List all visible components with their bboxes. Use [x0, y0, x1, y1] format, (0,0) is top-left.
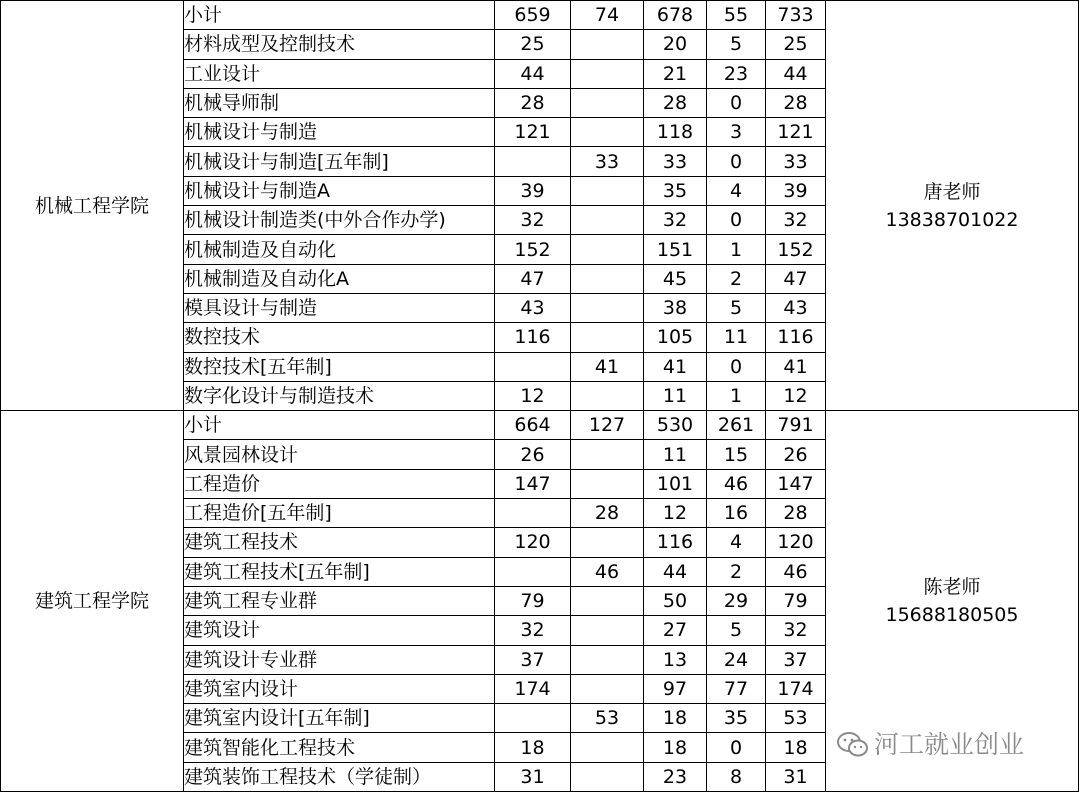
major-name-cell: 建筑室内设计: [184, 674, 495, 703]
count-d-cell: 0: [707, 88, 766, 117]
count-total-cell: 26: [766, 440, 826, 469]
count-b-cell: [571, 264, 644, 293]
count-a-cell: 28: [495, 88, 571, 117]
count-b-cell: 127: [571, 411, 644, 440]
count-total-cell: 12: [766, 381, 826, 410]
major-name-cell: 工程造价: [184, 469, 495, 498]
count-total-cell: 18: [766, 733, 826, 762]
major-name-cell: 工程造价[五年制]: [184, 499, 495, 528]
count-d-cell: 15: [707, 440, 766, 469]
count-b-cell: [571, 674, 644, 703]
major-name-cell: 数字化设计与制造技术: [184, 381, 495, 410]
count-total-cell: 121: [766, 118, 826, 147]
count-a-cell: [495, 147, 571, 176]
count-b-cell: 28: [571, 499, 644, 528]
count-d-cell: 1: [707, 381, 766, 410]
major-name-cell: 小计: [184, 411, 495, 440]
count-a-cell: 120: [495, 528, 571, 557]
count-b-cell: [571, 206, 644, 235]
count-total-cell: 147: [766, 469, 826, 498]
count-c-cell: 18: [644, 704, 707, 733]
contact-name: 陈老师: [923, 576, 981, 599]
count-a-cell: 32: [495, 616, 571, 645]
count-d-cell: 261: [707, 411, 766, 440]
count-total-cell: 33: [766, 147, 826, 176]
count-b-cell: [571, 293, 644, 322]
count-d-cell: 5: [707, 30, 766, 59]
major-name-cell: 机械导师制: [184, 88, 495, 117]
count-d-cell: 4: [707, 176, 766, 205]
count-a-cell: 43: [495, 293, 571, 322]
major-name-cell: 建筑工程技术[五年制]: [184, 557, 495, 586]
major-name-cell: 建筑设计专业群: [184, 645, 495, 674]
count-a-cell: 31: [495, 762, 571, 791]
count-a-cell: 147: [495, 469, 571, 498]
count-a-cell: 664: [495, 411, 571, 440]
major-name-cell: 建筑智能化工程技术: [184, 733, 495, 762]
count-d-cell: 29: [707, 586, 766, 615]
count-c-cell: 11: [644, 440, 707, 469]
count-b-cell: [571, 586, 644, 615]
college-name: 建筑工程学院: [1, 411, 184, 792]
count-a-cell: 116: [495, 323, 571, 352]
major-name-cell: 建筑装饰工程技术（学徒制）: [184, 762, 495, 791]
count-a-cell: [495, 557, 571, 586]
major-name-cell: 风景园林设计: [184, 440, 495, 469]
table-row: [1, 1, 1079, 30]
major-name-cell: 机械制造及自动化A: [184, 264, 495, 293]
major-name-cell: 数控技术[五年制]: [184, 352, 495, 381]
count-c-cell: 20: [644, 30, 707, 59]
count-total-cell: 32: [766, 616, 826, 645]
count-total-cell: 28: [766, 499, 826, 528]
count-b-cell: [571, 176, 644, 205]
count-d-cell: 1: [707, 235, 766, 264]
count-b-cell: [571, 528, 644, 557]
count-total-cell: 152: [766, 235, 826, 264]
count-a-cell: 37: [495, 645, 571, 674]
count-c-cell: 45: [644, 264, 707, 293]
count-c-cell: 44: [644, 557, 707, 586]
count-total-cell: 46: [766, 557, 826, 586]
count-d-cell: 0: [707, 352, 766, 381]
major-name-cell: 材料成型及控制技术: [184, 30, 495, 59]
major-name-cell: 模具设计与制造: [184, 293, 495, 322]
count-total-cell: 116: [766, 323, 826, 352]
wechat-icon: [836, 730, 870, 760]
count-b-cell: [571, 762, 644, 791]
contact-phone: 13838701022: [885, 208, 1019, 231]
count-b-cell: [571, 88, 644, 117]
table-row: [1, 411, 1079, 440]
count-a-cell: 12: [495, 381, 571, 410]
count-d-cell: 0: [707, 733, 766, 762]
count-a-cell: 25: [495, 30, 571, 59]
count-b-cell: 74: [571, 1, 644, 30]
count-c-cell: 105: [644, 323, 707, 352]
count-total-cell: 53: [766, 704, 826, 733]
count-total-cell: 43: [766, 293, 826, 322]
contact-phone: 15688180505: [885, 604, 1019, 627]
count-d-cell: 55: [707, 1, 766, 30]
count-total-cell: 791: [766, 411, 826, 440]
major-name-cell: 机械设计与制造A: [184, 176, 495, 205]
major-name-cell: 小计: [184, 1, 495, 30]
count-a-cell: [495, 352, 571, 381]
count-d-cell: 3: [707, 118, 766, 147]
count-total-cell: 174: [766, 674, 826, 703]
count-b-cell: 53: [571, 704, 644, 733]
count-a-cell: [495, 499, 571, 528]
count-b-cell: [571, 469, 644, 498]
count-b-cell: [571, 616, 644, 645]
count-b-cell: [571, 323, 644, 352]
count-total-cell: 31: [766, 762, 826, 791]
major-name-cell: 建筑室内设计[五年制]: [184, 704, 495, 733]
major-name-cell: 数控技术: [184, 323, 495, 352]
count-a-cell: 32: [495, 206, 571, 235]
count-b-cell: [571, 645, 644, 674]
count-c-cell: 23: [644, 762, 707, 791]
major-name-cell: 机械设计与制造[五年制]: [184, 147, 495, 176]
count-total-cell: 39: [766, 176, 826, 205]
count-b-cell: 41: [571, 352, 644, 381]
count-b-cell: [571, 59, 644, 88]
count-total-cell: 733: [766, 1, 826, 30]
count-b-cell: [571, 733, 644, 762]
count-total-cell: 25: [766, 30, 826, 59]
count-d-cell: 11: [707, 323, 766, 352]
count-total-cell: 47: [766, 264, 826, 293]
count-b-cell: [571, 381, 644, 410]
count-a-cell: 79: [495, 586, 571, 615]
count-b-cell: [571, 30, 644, 59]
count-c-cell: 32: [644, 206, 707, 235]
watermark: [836, 728, 1024, 762]
count-c-cell: 27: [644, 616, 707, 645]
count-total-cell: 32: [766, 206, 826, 235]
count-a-cell: 26: [495, 440, 571, 469]
watermark-text: 河工就业创业: [874, 730, 1025, 759]
count-d-cell: 0: [707, 147, 766, 176]
count-a-cell: 47: [495, 264, 571, 293]
count-total-cell: 120: [766, 528, 826, 557]
college-name: 机械工程学院: [1, 1, 184, 411]
count-c-cell: 18: [644, 733, 707, 762]
count-b-cell: 46: [571, 557, 644, 586]
count-d-cell: 24: [707, 645, 766, 674]
count-d-cell: 5: [707, 616, 766, 645]
count-c-cell: 41: [644, 352, 707, 381]
count-c-cell: 678: [644, 1, 707, 30]
count-d-cell: 46: [707, 469, 766, 498]
count-c-cell: 97: [644, 674, 707, 703]
count-total-cell: 79: [766, 586, 826, 615]
major-name-cell: 建筑设计: [184, 616, 495, 645]
table-body: [1, 1, 1079, 792]
count-a-cell: 121: [495, 118, 571, 147]
count-total-cell: 44: [766, 59, 826, 88]
count-d-cell: 35: [707, 704, 766, 733]
count-c-cell: 28: [644, 88, 707, 117]
count-a-cell: 39: [495, 176, 571, 205]
major-name-cell: 机械设计与制造: [184, 118, 495, 147]
count-b-cell: [571, 235, 644, 264]
count-a-cell: [495, 704, 571, 733]
major-name-cell: 工业设计: [184, 59, 495, 88]
contact-cell: [826, 1, 1079, 411]
major-name-cell: 建筑工程技术: [184, 528, 495, 557]
count-c-cell: 33: [644, 147, 707, 176]
count-c-cell: 13: [644, 645, 707, 674]
count-c-cell: 38: [644, 293, 707, 322]
count-d-cell: 8: [707, 762, 766, 791]
count-a-cell: 18: [495, 733, 571, 762]
count-b-cell: [571, 440, 644, 469]
count-c-cell: 116: [644, 528, 707, 557]
count-total-cell: 41: [766, 352, 826, 381]
count-c-cell: 151: [644, 235, 707, 264]
count-b-cell: [571, 118, 644, 147]
count-c-cell: 101: [644, 469, 707, 498]
count-a-cell: 44: [495, 59, 571, 88]
count-c-cell: 118: [644, 118, 707, 147]
count-total-cell: 28: [766, 88, 826, 117]
count-c-cell: 21: [644, 59, 707, 88]
count-c-cell: 12: [644, 499, 707, 528]
count-c-cell: 11: [644, 381, 707, 410]
count-a-cell: 174: [495, 674, 571, 703]
count-c-cell: 35: [644, 176, 707, 205]
count-d-cell: 4: [707, 528, 766, 557]
contact-name: 唐老师: [923, 180, 981, 203]
count-d-cell: 23: [707, 59, 766, 88]
count-d-cell: 2: [707, 264, 766, 293]
major-name-cell: 建筑工程专业群: [184, 586, 495, 615]
count-d-cell: 77: [707, 674, 766, 703]
major-name-cell: 机械制造及自动化: [184, 235, 495, 264]
count-total-cell: 37: [766, 645, 826, 674]
count-d-cell: 0: [707, 206, 766, 235]
count-a-cell: 152: [495, 235, 571, 264]
count-b-cell: 33: [571, 147, 644, 176]
major-name-cell: 机械设计制造类(中外合作办学): [184, 206, 495, 235]
count-d-cell: 5: [707, 293, 766, 322]
count-a-cell: 659: [495, 1, 571, 30]
count-c-cell: 530: [644, 411, 707, 440]
count-d-cell: 16: [707, 499, 766, 528]
count-d-cell: 2: [707, 557, 766, 586]
count-c-cell: 50: [644, 586, 707, 615]
